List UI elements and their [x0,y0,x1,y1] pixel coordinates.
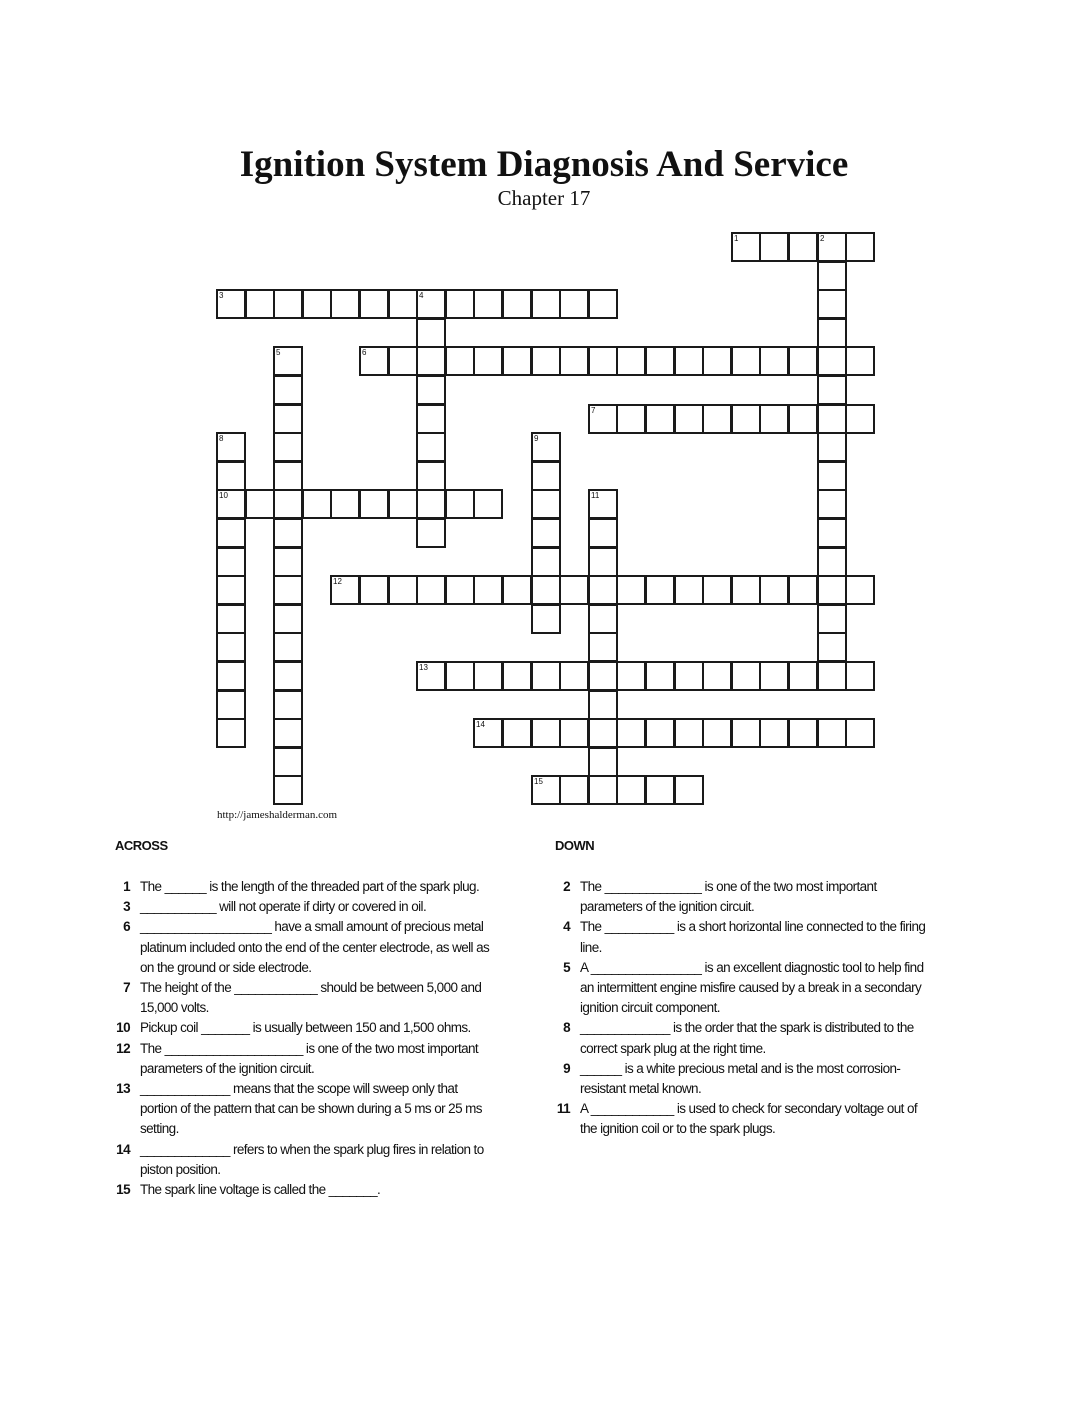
grid-cell[interactable] [817,547,847,577]
cell-number: 13 [419,663,428,672]
grid-cell[interactable] [445,575,475,605]
grid-cell[interactable] [559,775,589,805]
grid-cell[interactable] [273,661,303,691]
grid-cell[interactable] [273,489,303,519]
cell-number: 2 [820,234,825,243]
clue-text: _____________ means that the scope will sweep only that portion of the pattern that can be shown during a 5 ms or 25 ms setting. [140,1081,482,1137]
grid-cell[interactable] [445,289,475,319]
grid-cell[interactable] [216,461,246,491]
grid-cell[interactable] [788,661,818,691]
across-clue-list [110,877,490,1200]
grid-cell[interactable] [702,404,732,434]
grid-cell[interactable] [731,232,761,262]
clue-down-2 [550,877,930,917]
grid-cell[interactable] [674,775,704,805]
clue-across-10 [110,1018,490,1038]
grid-cell[interactable] [616,775,646,805]
clue-text: The ______________ is one of the two most important parameters of the ignition circuit. [580,879,877,915]
grid-cell[interactable] [473,661,503,691]
grid-cell[interactable] [416,461,446,491]
grid-cell[interactable] [388,489,418,519]
clue-across-13 [110,1079,490,1140]
grid-cell[interactable] [616,346,646,376]
grid-cell[interactable] [817,632,847,662]
clue-number: 12 [116,1040,130,1056]
grid-cell[interactable] [817,575,847,605]
grid-cell[interactable] [788,232,818,262]
grid-cell[interactable] [416,432,446,462]
grid-cell[interactable] [273,289,303,319]
clue-number: 15 [116,1182,130,1198]
grid-cell[interactable] [359,575,389,605]
grid-cell[interactable] [216,289,246,319]
clue-text: The __________ is a short horizontal line connected to the firing line. [580,919,926,955]
grid-cell[interactable] [702,575,732,605]
clue-across-15 [110,1180,490,1200]
grid-cell[interactable] [645,346,675,376]
grid-cell[interactable] [588,718,618,748]
grid-cell[interactable] [731,718,761,748]
cell-number: 10 [219,491,228,500]
grid-cell[interactable] [674,575,704,605]
grid-cell[interactable] [759,575,789,605]
grid-cell[interactable] [845,346,875,376]
grid-cell[interactable] [216,632,246,662]
grid-cell[interactable] [817,232,847,262]
grid-cell[interactable] [845,575,875,605]
grid-cell[interactable] [216,432,246,462]
grid-cell[interactable] [473,346,503,376]
grid-cell[interactable] [845,661,875,691]
grid-cell[interactable] [817,375,847,405]
grid-cell[interactable] [273,461,303,491]
grid-cell[interactable] [502,718,532,748]
grid-cell[interactable] [531,604,561,634]
grid-cell[interactable] [817,718,847,748]
grid-cell[interactable] [473,289,503,319]
grid-cell[interactable] [445,489,475,519]
grid-cell[interactable] [502,346,532,376]
clue-across-14 [110,1140,490,1180]
grid-cell[interactable] [845,718,875,748]
clue-text: A ____________ is used to check for secondary voltage out of the ignition coil or to the spark plugs. [580,1101,918,1137]
clue-text: ___________ will not operate if dirty or covered in oil. [140,899,427,915]
grid-cell[interactable] [531,575,561,605]
grid-cell[interactable] [817,318,847,348]
grid-cell[interactable] [645,575,675,605]
grid-cell[interactable] [273,747,303,777]
grid-cell[interactable] [473,718,503,748]
grid-cell[interactable] [216,518,246,548]
grid-cell[interactable] [416,404,446,434]
cell-number: 4 [419,291,424,300]
grid-cell[interactable] [702,661,732,691]
clue-text: The ______ is the length of the threaded part of the spark plug. [140,879,480,894]
grid-cell[interactable] [845,404,875,434]
grid-cell[interactable] [531,661,561,691]
clue-number: 5 [563,959,570,975]
cell-number: 11 [591,491,600,500]
grid-cell[interactable] [273,404,303,434]
grid-cell[interactable] [731,404,761,434]
grid-cell[interactable] [817,346,847,376]
grid-cell[interactable] [216,661,246,691]
grid-cell[interactable] [388,346,418,376]
grid-cell[interactable] [645,718,675,748]
grid-cell[interactable] [788,575,818,605]
clue-number: 7 [123,980,130,996]
grid-cell[interactable] [359,289,389,319]
clue-number: 11 [556,1101,570,1117]
clue-number: 14 [116,1141,130,1157]
grid-cell[interactable] [759,718,789,748]
cell-number: 15 [534,777,543,786]
grid-cell[interactable] [817,604,847,634]
grid-cell[interactable] [388,289,418,319]
grid-cell[interactable] [416,375,446,405]
grid-cell[interactable] [731,661,761,691]
grid-cell[interactable] [674,404,704,434]
grid-cell[interactable] [531,518,561,548]
clue-number: 2 [563,879,570,894]
cell-number: 12 [333,577,342,586]
grid-cell[interactable] [473,489,503,519]
clue-across-3 [110,897,490,917]
grid-cell[interactable] [559,718,589,748]
grid-cell[interactable] [559,575,589,605]
grid-cell[interactable] [674,346,704,376]
grid-cell[interactable] [788,346,818,376]
cell-number: 7 [591,406,596,415]
grid-cell[interactable] [416,289,446,319]
grid-cell[interactable] [416,518,446,548]
clue-number: 4 [563,919,570,935]
clue-down-9 [550,1059,930,1099]
grid-cell[interactable] [645,775,675,805]
grid-cell[interactable] [273,775,303,805]
grid-cell[interactable] [817,518,847,548]
grid-cell[interactable] [359,346,389,376]
clue-number: 6 [123,919,130,935]
clue-text: A ________________ is an excellent diagnostic tool to help find an intermittent engine misfire caused by a break in a secondary ignition circuit component. [580,959,924,1016]
clue-number: 8 [563,1020,570,1036]
grid-cell[interactable] [788,404,818,434]
cell-number: 14 [476,720,485,729]
clue-down-11 [550,1099,930,1139]
clue-across-12 [110,1039,490,1079]
grid-cell[interactable] [245,489,275,519]
grid-cell[interactable] [817,404,847,434]
grid-cell[interactable] [559,346,589,376]
clue-text: The ____________________ is one of the two most important parameters of the ignition circuit. [140,1040,479,1076]
clue-down-8 [550,1018,930,1058]
grid-cell[interactable] [759,404,789,434]
down-heading: DOWN [555,838,595,853]
grid-cell[interactable] [531,547,561,577]
grid-cell[interactable] [216,690,246,720]
grid-cell[interactable] [416,661,446,691]
page-subtitle: Chapter 17 [497,186,591,210]
cell-number: 5 [276,348,281,357]
grid-cell[interactable] [616,575,646,605]
grid-cell[interactable] [388,575,418,605]
grid-cell[interactable] [531,489,561,519]
grid-cell[interactable] [302,489,332,519]
grid-cell[interactable] [588,575,618,605]
cell-number: 1 [734,234,739,243]
grid-cell[interactable] [531,718,561,748]
cell-number: 3 [219,291,224,300]
grid-cell[interactable] [273,518,303,548]
grid-cell[interactable] [588,346,618,376]
grid-cell[interactable] [531,289,561,319]
grid-cell[interactable] [216,575,246,605]
grid-cell[interactable] [645,661,675,691]
grid-cell[interactable] [588,404,618,434]
grid-cell[interactable] [273,547,303,577]
grid-cell[interactable] [330,575,360,605]
grid-cell[interactable] [616,661,646,691]
clue-number: 1 [123,879,130,894]
clue-number: 13 [116,1081,130,1097]
grid-cell[interactable] [416,575,446,605]
clue-number: 3 [123,899,130,915]
clue-number: 9 [563,1060,570,1076]
cell-number: 9 [534,434,539,443]
grid-cell[interactable] [588,289,618,319]
grid-cell[interactable] [273,690,303,720]
grid-cell[interactable] [273,718,303,748]
grid-cell[interactable] [817,432,847,462]
grid-cell[interactable] [273,375,303,405]
clue-text: _____________ is the order that the spark is distributed to the correct spark plug at the right time. [580,1020,914,1056]
grid-cell[interactable] [302,289,332,319]
grid-cell[interactable] [788,718,818,748]
grid-cell[interactable] [588,547,618,577]
grid-cell[interactable] [531,346,561,376]
clue-text: Pickup coil _______ is usually between 150 and 1,500 ohms. [140,1020,471,1036]
cell-number: 8 [219,434,224,443]
grid-cell[interactable] [759,346,789,376]
grid-cell[interactable] [330,289,360,319]
grid-cell[interactable] [817,289,847,319]
grid-cell[interactable] [759,661,789,691]
clue-down-4 [550,917,930,957]
grid-cell[interactable] [817,461,847,491]
grid-cell[interactable] [359,489,389,519]
grid-cell[interactable] [502,661,532,691]
grid-cell[interactable] [845,232,875,262]
grid-cell[interactable] [817,489,847,519]
clue-text: ___________________ have a small amount of precious metal platinum included onto the end of the center electrode, as well as on the ground or side electrode. [140,919,490,975]
grid-cell[interactable] [588,489,618,519]
clue-across-7 [110,978,490,1018]
clue-down-5 [550,958,930,1019]
grid-cell[interactable] [588,632,618,662]
grid-cell[interactable] [588,661,618,691]
grid-cell[interactable] [416,346,446,376]
grid-cell[interactable] [273,432,303,462]
grid-cell[interactable] [588,747,618,777]
clue-text: ______ is a white precious metal and is the most corrosion-resistant metal known. [580,1060,901,1097]
grid-cell[interactable] [588,690,618,720]
grid-cell[interactable] [731,575,761,605]
grid-cell[interactable] [330,489,360,519]
grid-cell[interactable] [273,604,303,634]
grid-cell[interactable] [216,604,246,634]
clue-text: The height of the ____________ should be between 5,000 and 15,000 volts. [140,980,482,1016]
clue-number: 10 [116,1020,130,1036]
grid-cell[interactable] [702,718,732,748]
grid-cell[interactable] [588,775,618,805]
grid-cell[interactable] [473,575,503,605]
cell-number: 6 [362,348,367,357]
clue-across-6 [110,917,490,978]
grid-cell[interactable] [273,575,303,605]
page-title: Ignition System Diagnosis And Service [239,144,849,185]
grid-cell[interactable] [674,718,704,748]
grid-cell[interactable] [416,489,446,519]
grid-cell[interactable] [817,261,847,291]
grid-cell[interactable] [531,775,561,805]
clue-text: _____________ refers to when the spark plug fires in relation to piston position. [140,1141,484,1177]
grid-cell[interactable] [674,661,704,691]
across-heading: ACROSS [115,838,168,853]
grid-cell[interactable] [245,289,275,319]
grid-cell[interactable] [502,575,532,605]
grid-cell[interactable] [216,547,246,577]
grid-cell[interactable] [817,661,847,691]
clue-text: The spark line voltage is called the _______. [140,1182,381,1198]
grid-cell[interactable] [531,461,561,491]
grid-cell[interactable] [216,718,246,748]
grid-cell[interactable] [531,432,561,462]
grid-cell[interactable] [502,289,532,319]
grid-cell[interactable] [273,632,303,662]
grid-cell[interactable] [702,346,732,376]
grid-cell[interactable] [445,346,475,376]
grid-cell[interactable] [445,661,475,691]
clue-across-1 [110,877,490,897]
grid-cell[interactable] [645,404,675,434]
grid-cell[interactable] [759,232,789,262]
grid-cell[interactable] [416,318,446,348]
grid-cell[interactable] [559,289,589,319]
down-clue-list [550,877,930,1140]
grid-cell[interactable] [273,346,303,376]
source-url: http://jameshalderman.com [217,809,338,821]
grid-cell[interactable] [559,661,589,691]
grid-cell[interactable] [588,518,618,548]
grid-cell[interactable] [616,404,646,434]
grid-cell[interactable] [588,604,618,634]
grid-cell[interactable] [616,718,646,748]
grid-cell[interactable] [216,489,246,519]
grid-cell[interactable] [731,346,761,376]
